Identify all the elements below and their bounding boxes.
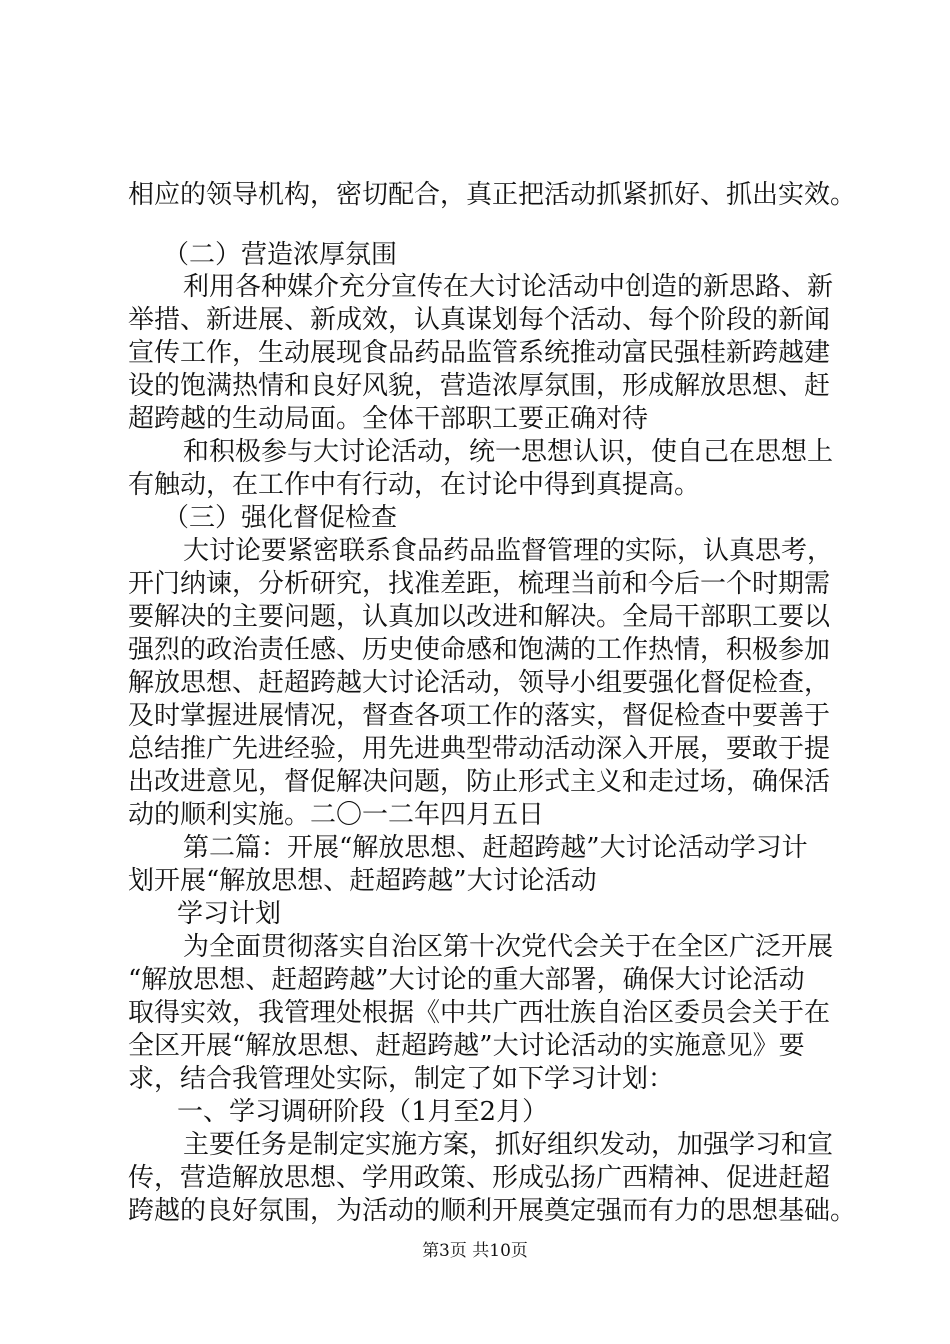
text-line-26: 全区开展“解放思想、赶超跨越”大讨论活动的实施意见》要 bbox=[128, 1031, 805, 1061]
text-line-16: 及时掌握进展情况，督查各项工作的落实，督促检查中要善于 bbox=[128, 701, 831, 731]
section-heading-3: （三）强化督促检查 bbox=[163, 503, 398, 533]
article-title-line-2: 划开展“解放思想、赶超跨越”大讨论活动 bbox=[128, 866, 597, 896]
page-footer: 第3页 共10页 bbox=[422, 1241, 528, 1261]
section-heading-stage-1: 一、学习调研阶段（1月至2月） bbox=[177, 1097, 549, 1127]
text-line-11: 大讨论要紧密联系食品药品监督管理的实际，认真思考， bbox=[183, 536, 834, 566]
text-line-25: 取得实效，我管理处根据《中共广西壮族自治区委员会关于在 bbox=[128, 998, 831, 1028]
text-line-3: 利用各种媒介充分宣传在大讨论活动中创造的新思路、新 bbox=[183, 272, 834, 302]
text-line-7: 超跨越的生动局面。全体干部职工要正确对待 bbox=[128, 404, 649, 434]
text-line-6: 设的饱满热情和良好风貌，营造浓厚氛围，形成解放思想、赶 bbox=[128, 371, 831, 401]
text-line-13: 要解决的主要问题，认真加以改进和解决。全局干部职工要以 bbox=[128, 602, 831, 632]
subtitle-study-plan: 学习计划 bbox=[177, 899, 282, 929]
text-line-12: 开门纳谏，分析研究，找准差距，梳理当前和今后一个时期需 bbox=[128, 569, 831, 599]
text-line-8: 和积极参与大讨论活动，统一思想认识，使自己在思想上 bbox=[183, 437, 834, 467]
text-line-14: 强烈的政治责任感、历史使命感和饱满的工作热情，积极参加 bbox=[128, 635, 831, 665]
text-line-24: “解放思想、赶超跨越”大讨论的重大部署，确保大讨论活动 bbox=[128, 965, 805, 995]
text-line-18: 出改进意见，督促解决问题，防止形式主义和走过场，确保活 bbox=[128, 767, 831, 797]
text-line-4: 举措、新进展、新成效，认真谋划每个活动、每个阶段的新闻 bbox=[128, 305, 831, 335]
text-line-27: 求，结合我管理处实际，制定了如下学习计划： bbox=[128, 1064, 675, 1094]
text-line-31: 跨越的良好氛围，为活动的顺利开展奠定强而有力的思想基础。 bbox=[128, 1196, 857, 1226]
section-heading-2: （二）营造浓厚氛围 bbox=[163, 240, 398, 270]
text-line-9: 有触动，在工作中有行动，在讨论中得到真提高。 bbox=[128, 470, 701, 500]
article-title-line-1: 第二篇：开展“解放思想、赶超跨越”大讨论活动学习计 bbox=[183, 833, 808, 863]
text-line-29: 主要任务是制定实施方案，抓好组织发动，加强学习和宣 bbox=[183, 1130, 834, 1160]
text-line-30: 传，营造解放思想、学用政策、形成弘扬广西精神、促进赶超 bbox=[128, 1163, 831, 1193]
text-line-15: 解放思想、赶超跨越大讨论活动，领导小组要强化督促检查， bbox=[128, 668, 831, 698]
text-line-23: 为全面贯彻落实自治区第十次党代会关于在全区广泛开展 bbox=[183, 932, 834, 962]
text-line-17: 总结推广先进经验，用先进典型带动活动深入开展，要敢于提 bbox=[128, 734, 831, 764]
text-line-19: 动的顺利实施。二〇一二年四月五日 bbox=[128, 800, 545, 830]
text-line-1: 相应的领导机构，密切配合，真正把活动抓紧抓好、抓出实效。 bbox=[128, 180, 857, 210]
text-line-5: 宣传工作，生动展现食品药品监管系统推动富民强桂新跨越建 bbox=[128, 338, 831, 368]
